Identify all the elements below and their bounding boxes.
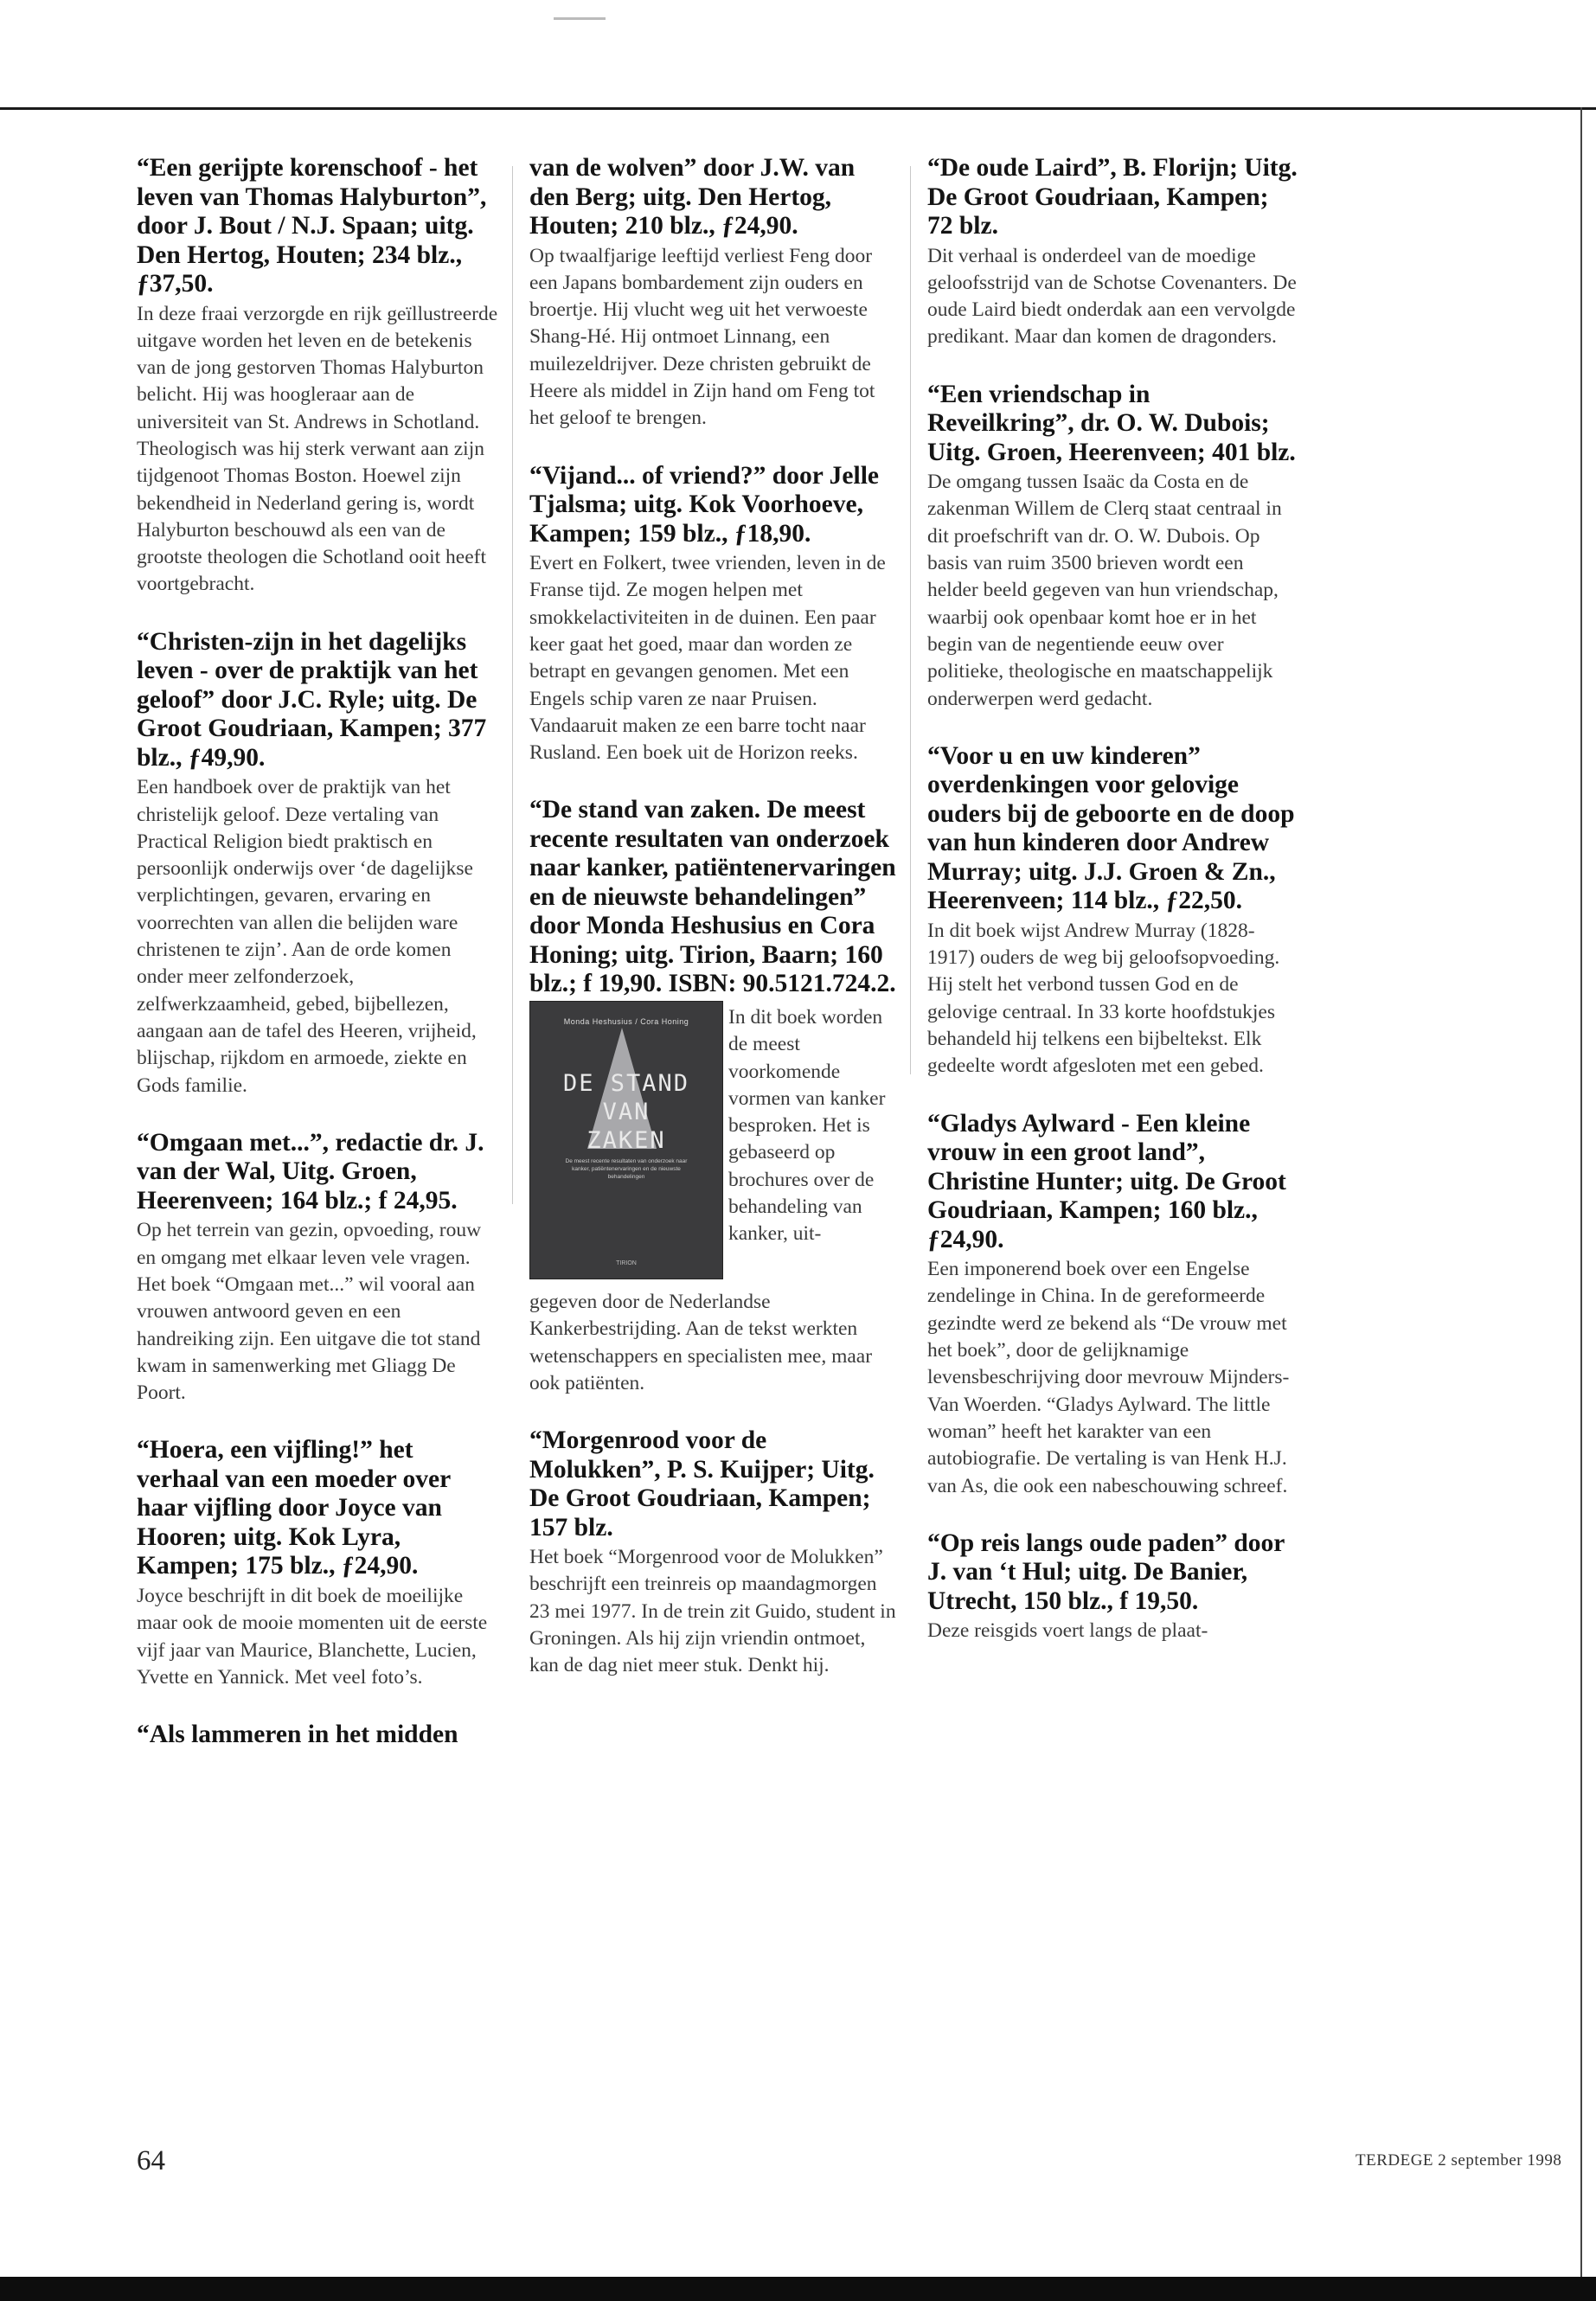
review-entry — [137, 628, 500, 1099]
review-entry — [137, 154, 500, 599]
book-title: “Christen-zijn in het dagelijks leven - over de praktijk van het geloof” door J.C. Ryle; uitg. De Groot Goudriaan, Kampen; 377 blz., ƒ49,90. — [137, 627, 487, 772]
cover-title-line: VAN — [602, 1098, 651, 1125]
book-title: “De oude Laird”, B. Florijn; Uitg. De Groot Goudriaan, Kampen; 72 blz. — [927, 154, 1298, 240]
cover-subtitle: De meest recente resultaten van onderzoek naar kanker, patiëntenervaringen en de nieuwste behandelingen — [565, 1157, 688, 1180]
page-number: 64 — [137, 2145, 165, 2176]
review-entry — [927, 1529, 1298, 1645]
book-title: “Vijand... of vriend?” door Jelle Tjalsma; uitg. Kok Voorhoeve, Kampen; 159 blz., ƒ18,90. — [529, 461, 879, 548]
scan-bottom-edge — [0, 2277, 1596, 2301]
book-description: Joyce beschrijft in dit boek de moeilijke maar ook de mooie momenten uit de eerste vijf jaar van Maurice, Blanchette, Lucien, Yvette en Yannick. Met veel foto’s. — [137, 1584, 488, 1689]
right-margin-rule — [1580, 107, 1582, 2279]
cover-title-line: ZAKEN — [586, 1126, 666, 1154]
book-description: Dit verhaal is onderdeel van de moedige geloofsstrijd van de Schotse Covenanters. De oude Laird biedt onderdak aan een vervolgde predikant. Maar dan komen de dragonders. — [927, 244, 1297, 349]
book-description-continued: gegeven door de Nederlandse Kankerbestrijding. Aan de tekst werkten wetenschappers en specialisten mee, maar ook patiënten. — [529, 1290, 873, 1394]
book-title: “Op reis langs oude paden” door J. van ‘t Hul; uitg. De Banier, Utrecht, 150 blz., f 19,50. — [927, 1529, 1285, 1615]
book-title: “Voor u en uw kinderen” overdenkingen voor gelovige ouders bij de geboorte en de doop van hun kinderen door Andrew Murray; uitg. J.J. Groen & Zn., Heerenveen; 114 blz., ƒ22,50. — [927, 741, 1295, 915]
header-rule — [0, 107, 1596, 110]
review-entry — [137, 1436, 500, 1691]
book-description: Het boek “Morgenrood voor de Molukken” beschrijft een treinreis op maandagmorgen 23 mei 1977. In de trein zit Guido, student in Groningen. Als hij zijn vriendin ontmoet, kan de dag niet meer stuk. Denkt hij. — [529, 1546, 896, 1677]
review-entry — [529, 1426, 898, 1679]
book-title: “De stand van zaken. De meest recente resultaten van onderzoek naar kanker, patiëntenervaringen en de nieuwste behandelingen” door Monda Heshusius en Cora Honing; uitg. Tirion, Baarn; 160 blz.; f 19,90. ISBN: 90.5121.724.2. — [529, 796, 896, 998]
book-description: Op het terrein van gezin, opvoeding, rouw en omgang met elkaar leven vele vragen. Het boek “Omgaan met...” wil vooral aan vrouwen antwoord geven en een handreiking zijn. Een uitgave die tot stand kwam in samenwerking met Gliagg De Poort. — [137, 1219, 482, 1405]
cover-authors: Monda Heshusius / Cora Honing — [563, 1016, 689, 1026]
book-title: “Omgaan met...”, redactie dr. J. van der Wal, Uitg. Groen, Heerenveen; 164 blz.; f 24,95. — [137, 1128, 484, 1215]
cover-with-text — [529, 1001, 898, 1289]
review-entry-continued — [529, 154, 898, 433]
book-description: In dit boek worden de meest voorkomende vormen van kanker besproken. Het is gebaseerd op brochures over de behandeling van kanker, uit- — [728, 1005, 886, 1246]
book-title: “Als lammeren in het midden — [137, 1721, 458, 1749]
book-title: “Morgenrood voor de Molukken”, P. S. Kuijper; Uitg. De Groot Goudriaan, Kampen; 157 blz. — [529, 1426, 875, 1541]
review-entry — [927, 381, 1298, 713]
book-description: Op twaalfjarige leeftijd verliest Feng door een Japans bombardement zijn ouders en broertje. Hij vlucht weg uit het verwoeste Shang-Hé. Hij ontmoet Linnang, een muilezeldrijver. Deze christen gebruikt de Heere als middel in Zijn hand om Feng tot het geloof te brengen. — [529, 244, 875, 430]
book-title: “Gladys Aylward - Een kleine vrouw in een groot land”, Christine Hunter; uitg. De Groot Goudriaan, Kampen; 160 blz., ƒ24,90. — [927, 1109, 1286, 1253]
review-entry — [927, 154, 1298, 351]
cover-title-line: DE STAND — [562, 1069, 690, 1097]
featured-review-entry — [529, 796, 898, 1397]
book-title: “Een vriendschap in Reveilkring”, dr. O. W. Dubois; Uitg. Groen, Heerenveen; 401 blz. — [927, 380, 1296, 466]
book-title-continued: van de wolven” door J.W. van den Berg; uitg. Den Hertog, Houten; 210 blz., ƒ24,90. — [529, 154, 856, 240]
book-title: “Hoera, een vijfling!” het verhaal van een moeder over haar vijfling door Joyce van Hooren; uitg. Kok Lyra, Kampen; 175 blz., ƒ24,90. — [137, 1436, 451, 1580]
review-entry — [927, 1110, 1298, 1500]
review-entry — [137, 1129, 500, 1407]
publication-footer: TERDEGE 2 september 1998 — [1356, 2151, 1562, 2170]
book-description: Een handboek over de praktijk van het christelijk geloof. Deze vertaling van Practical Religion biedt praktisch en persoonlijk onderwijs over ‘de dagelijkse verplichtingen, gevaren, ervaring en voorrechten van allen die belijden ware christenen te zijn’. Aan de orde komen onder meer zelfonderzoek, zelfwerkzaamheid, gebed, bijbellezen, aangaan aan de tafel des Heeren, vrijheid, blijschap, rijkdom en armoede, ziekte en Gods familie. — [137, 776, 477, 1097]
column-1 — [137, 154, 500, 1779]
column-2 — [529, 154, 898, 1709]
review-entry — [137, 1721, 500, 1750]
column-divider-2 — [910, 166, 911, 1074]
cover-title — [530, 1069, 722, 1155]
review-entry — [927, 742, 1298, 1080]
book-title: “Een gerijpte korenschoof - het leven van Thomas Halyburton”, door J. Bout / N.J. Spaan; uitg. Den Hertog, Houten; 234 blz., ƒ37,50. — [137, 154, 487, 298]
book-cover-image — [529, 1001, 723, 1279]
book-description: In deze fraai verzorgde en rijk geïllustreerde uitgave worden het leven en de betekenis van de jong gestorven Thomas Halyburton belicht. Hij was hoogleraar aan de universiteit van St. Andrews in Schotland. Theologisch was hij sterk verwant aan zijn tijdgenoot Thomas Boston. Hoewel zijn bekendheid in Nederland gering is, wordt Halyburton beschouwd als een van de grootste theologen die Schotland ooit heeft voortgebracht. — [137, 302, 498, 596]
book-description: De omgang tussen Isaäc da Costa en de zakenman Willem de Clerq staat centraal in dit proefschrift van dr. O. W. Dubois. Op basis van ruim 3500 brieven wordt een helder beeld gegeven van hun vriendschap, waarbij ook openbaar komt hoe er in het begin van de negentiende eeuw over politieke, theologische en maatschappelijk onderwerpen werd gedacht. — [927, 471, 1282, 710]
cover-publisher: TIRION — [616, 1259, 637, 1266]
cover-side-text — [728, 1004, 898, 1248]
scan-smudge — [554, 17, 606, 20]
book-description: Een imponerend boek over een Engelse zendelinge in China. In de gereformeerde gezindte werd ze bekend als “De vrouw met het boek”, door de gelijknamige levensbeschrijving door mevrouw Mijnders-Van Woerden. “Gladys Aylward. The little woman” heeft het karakter van een autobiografie. De vertaling is van Henk H.J. van As, die ook een nabeschouwing schreef. — [927, 1258, 1290, 1497]
book-description: Deze reisgids voert langs de plaat- — [927, 1619, 1208, 1643]
column-divider-1 — [512, 166, 513, 1204]
column-3 — [927, 154, 1298, 1675]
review-entry — [529, 462, 898, 767]
book-description: Evert en Folkert, twee vrienden, leven in de Franse tijd. Ze mogen helpen met smokkelactiviteiten in de duinen. Een paar keer gaat het goed, maar dan worden ze betrapt en gevangen genomen. Met een Engels schip varen ze naar Pruisen. Vandaaruit maken ze een barre tocht naar Rusland. Een boek uit de Horizon reeks. — [529, 552, 886, 765]
book-description: In dit boek wijst Andrew Murray (1828-1917) ouders de weg bij geloofsopvoeding. Hij stelt het verbond tussen God en de gelovige centraal. In 33 korte hoofdstukjes behandeld hij telkens een bijbeltekst. Elk gedeelte wordt afgesloten met een gebed. — [927, 919, 1280, 1078]
